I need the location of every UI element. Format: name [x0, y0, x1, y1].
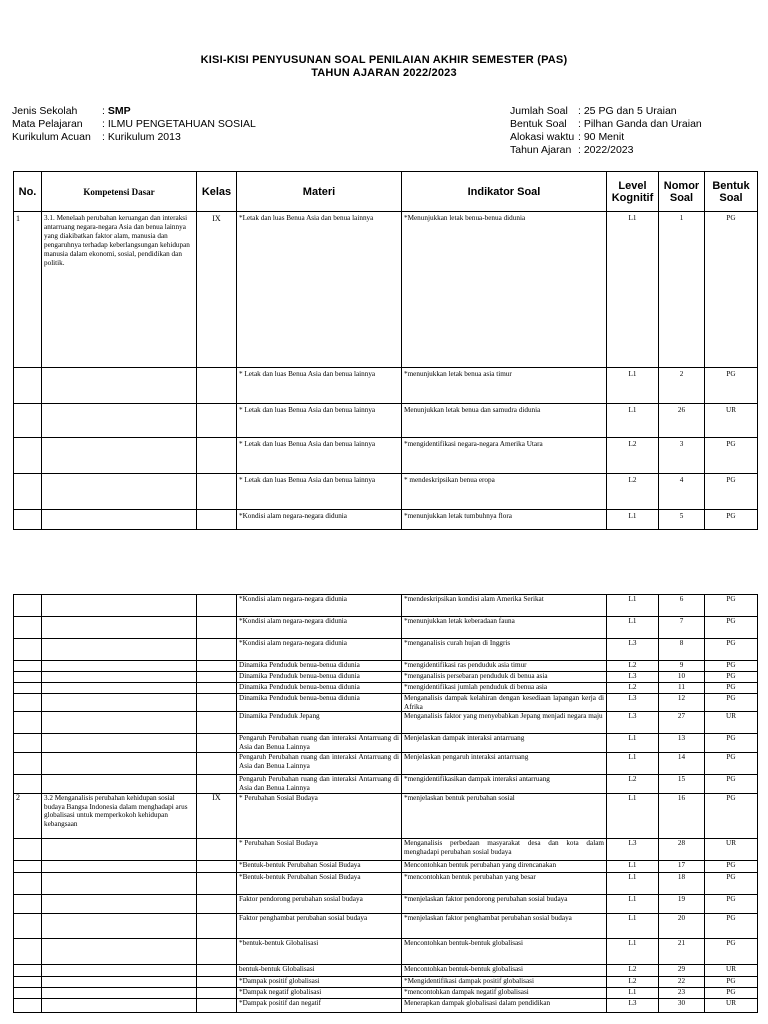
- col-header-materi: Materi: [237, 172, 402, 212]
- cell-level: L1: [607, 914, 659, 939]
- cell-nomor: 10: [659, 672, 705, 683]
- cell-kelas: [197, 683, 237, 694]
- cell-nomor: 15: [659, 775, 705, 794]
- cell-kelas: [197, 939, 237, 965]
- cell-indikator: * mendeskripsikan benua eropa: [402, 474, 607, 510]
- cell-materi: * Letak dan luas Benua Asia dan benua lainnya: [237, 438, 402, 474]
- table-row: [14, 753, 758, 775]
- cell-bentuk: PG: [705, 683, 758, 694]
- cell-level: L1: [607, 404, 659, 438]
- table-row: [14, 368, 758, 404]
- cell-indikator: *menganalisis persebaran penduduk di benua asia: [402, 672, 607, 683]
- cell-indikator: Menjelaskan pengaruh interaksi antarruang: [402, 753, 607, 775]
- kisi-kisi-table-page1: [13, 171, 758, 530]
- table-row: [14, 914, 758, 939]
- cell-materi: * Letak dan luas Benua Asia dan benua lainnya: [237, 404, 402, 438]
- cell-kd: [42, 861, 197, 873]
- cell-materi: * Letak dan luas Benua Asia dan benua lainnya: [237, 368, 402, 404]
- cell-no: [14, 438, 42, 474]
- cell-nomor: 7: [659, 617, 705, 639]
- cell-materi: Dinamika Penduduk benua-benua didunia: [237, 672, 402, 683]
- cell-level: L3: [607, 999, 659, 1013]
- cell-materi: Pengaruh Perubahan ruang dan interaksi Antarruang di Asia dan Benua Lainnya: [237, 734, 402, 753]
- cell-materi: Dinamika Penduduk Jepang: [237, 712, 402, 734]
- table-row: [14, 617, 758, 639]
- cell-kd: [42, 775, 197, 794]
- cell-level: L1: [607, 753, 659, 775]
- cell-no: [14, 474, 42, 510]
- col-header-nomor-soal: Nomor Soal: [659, 172, 705, 212]
- cell-kelas: [197, 639, 237, 661]
- table-row: [14, 895, 758, 914]
- cell-level: L1: [607, 212, 659, 368]
- cell-kd: [42, 595, 197, 617]
- cell-kd: [42, 683, 197, 694]
- cell-indikator: *mencontohkan bentuk perubahan yang besar: [402, 873, 607, 895]
- cell-nomor: 21: [659, 939, 705, 965]
- cell-indikator: *menganalisis curah hujan di Inggris: [402, 639, 607, 661]
- table-row: [14, 639, 758, 661]
- cell-bentuk: PG: [705, 672, 758, 683]
- cell-no: [14, 839, 42, 861]
- cell-indikator: Menganalisis faktor yang menyebabkan Jepang menjadi negara maju: [402, 712, 607, 734]
- cell-kelas: [197, 672, 237, 683]
- cell-no: [14, 712, 42, 734]
- cell-no: [14, 861, 42, 873]
- cell-bentuk: PG: [705, 438, 758, 474]
- cell-no: [14, 672, 42, 683]
- cell-level: L1: [607, 617, 659, 639]
- cell-level: L2: [607, 661, 659, 672]
- info-tahun-ajaran: Tahun Ajaran : 2022/2023: [510, 144, 634, 156]
- cell-bentuk: UR: [705, 839, 758, 861]
- cell-kd: 3.2 Menganalisis perubahan kehidupan sosial budaya Bangsa Indonesia dalam menghadapi arus globalisasi untuk memperkokoh kehidupan kebangsaan: [42, 794, 197, 839]
- table-row: [14, 438, 758, 474]
- cell-materi: *Bentuk-bentuk Perubahan Sosial Budaya: [237, 861, 402, 873]
- cell-kelas: [197, 694, 237, 712]
- table-row: [14, 694, 758, 712]
- cell-indikator: Mencontohkan bentuk-bentuk globalisasi: [402, 939, 607, 965]
- cell-nomor: 30: [659, 999, 705, 1013]
- cell-kelas: IX: [197, 794, 237, 839]
- table-row: [14, 775, 758, 794]
- cell-level: L2: [607, 474, 659, 510]
- cell-kd: [42, 510, 197, 530]
- cell-kd: [42, 617, 197, 639]
- cell-kd: [42, 965, 197, 977]
- table-row: [14, 977, 758, 988]
- table-row: [14, 873, 758, 895]
- cell-bentuk: PG: [705, 977, 758, 988]
- cell-materi: Pengaruh Perubahan ruang dan interaksi Antarruang di Asia dan Benua Lainnya: [237, 753, 402, 775]
- cell-no: [14, 939, 42, 965]
- cell-no: 2: [14, 794, 42, 839]
- cell-kd: [42, 694, 197, 712]
- cell-no: [14, 775, 42, 794]
- cell-kd: [42, 895, 197, 914]
- cell-nomor: 28: [659, 839, 705, 861]
- cell-nomor: 18: [659, 873, 705, 895]
- info-bentuk-soal: Bentuk Soal : Pilhan Ganda dan Uraian: [510, 118, 702, 130]
- col-header-indikator-soal: Indikator Soal: [402, 172, 607, 212]
- cell-indikator: Mencontohkan bentuk perubahan yang direncanakan: [402, 861, 607, 873]
- cell-level: L1: [607, 595, 659, 617]
- info-jenis-sekolah: Jenis Sekolah : SMP: [12, 105, 131, 117]
- info-left: [12, 105, 256, 144]
- cell-kelas: [197, 775, 237, 794]
- col-header-level-kognitif: Level Kognitif: [607, 172, 659, 212]
- cell-materi: *Dampak positif dan negatif: [237, 999, 402, 1013]
- col-header-kompetensi-dasar: Kompetensi Dasar: [42, 172, 197, 212]
- document-title: KISI-KISI PENYUSUNAN SOAL PENILAIAN AKHIR SEMESTER (PAS): [200, 54, 568, 66]
- cell-kelas: [197, 368, 237, 404]
- table-row: [14, 712, 758, 734]
- cell-kd: [42, 368, 197, 404]
- table-row: [14, 839, 758, 861]
- cell-bentuk: UR: [705, 712, 758, 734]
- cell-level: L3: [607, 672, 659, 683]
- cell-kd: [42, 661, 197, 672]
- cell-nomor: 23: [659, 988, 705, 999]
- table-row: [14, 734, 758, 753]
- cell-indikator: *mendeskripsikan kondisi alam Amerika Serikat: [402, 595, 607, 617]
- cell-indikator: *mengidentifikasi jumlah penduduk di benua asia: [402, 683, 607, 694]
- cell-bentuk: UR: [705, 404, 758, 438]
- col-header-bentuk-soal: Bentuk Soal: [705, 172, 758, 212]
- cell-no: [14, 977, 42, 988]
- cell-no: [14, 999, 42, 1013]
- cell-level: L2: [607, 775, 659, 794]
- cell-bentuk: PG: [705, 873, 758, 895]
- table-row: [14, 939, 758, 965]
- cell-no: [14, 914, 42, 939]
- cell-indikator: Menerapkan dampak globalisasi dalam pendidikan: [402, 999, 607, 1013]
- cell-nomor: 13: [659, 734, 705, 753]
- cell-nomor: 20: [659, 914, 705, 939]
- cell-kelas: [197, 404, 237, 438]
- cell-indikator: Mencontohkan bentuk-bentuk globalisasi: [402, 965, 607, 977]
- table-row: [14, 661, 758, 672]
- cell-indikator: *mengidentifikasikan dampak interaksi antarruang: [402, 775, 607, 794]
- cell-materi: *Dampak negatif globalisasi: [237, 988, 402, 999]
- cell-materi: bentuk-bentuk Globalisasi: [237, 965, 402, 977]
- col-header-no: No.: [14, 172, 42, 212]
- cell-level: L2: [607, 683, 659, 694]
- table-row: [14, 965, 758, 977]
- cell-nomor: 2: [659, 368, 705, 404]
- cell-kd: [42, 977, 197, 988]
- cell-kd: [42, 474, 197, 510]
- cell-kelas: [197, 999, 237, 1013]
- table-row: [14, 794, 758, 839]
- cell-level: L1: [607, 734, 659, 753]
- cell-materi: Dinamika Penduduk benua-benua didunia: [237, 661, 402, 672]
- cell-kelas: [197, 753, 237, 775]
- cell-materi: * Perubahan Sosial Budaya: [237, 794, 402, 839]
- cell-kelas: [197, 988, 237, 999]
- cell-indikator: *menjelaskan faktor penghambat perubahan sosial budaya: [402, 914, 607, 939]
- table-row: [14, 672, 758, 683]
- cell-materi: Pengaruh Perubahan ruang dan interaksi Antarruang di Asia dan Benua Lainnya: [237, 775, 402, 794]
- table-row: [14, 683, 758, 694]
- cell-materi: * Letak dan luas Benua Asia dan benua lainnya: [237, 474, 402, 510]
- cell-indikator: *menunjukkan letak benua asia timur: [402, 368, 607, 404]
- cell-indikator: *mengidentifikasi negara-negara Amerika Utara: [402, 438, 607, 474]
- cell-bentuk: PG: [705, 595, 758, 617]
- cell-kelas: [197, 438, 237, 474]
- cell-materi: *Kondisi alam negara-negara didunia: [237, 617, 402, 639]
- cell-kd: [42, 988, 197, 999]
- table-row: [14, 510, 758, 530]
- cell-bentuk: PG: [705, 694, 758, 712]
- cell-materi: * Perubahan Sosial Budaya: [237, 839, 402, 861]
- cell-no: [14, 965, 42, 977]
- cell-bentuk: PG: [705, 734, 758, 753]
- cell-materi: *Kondisi alam negara-negara didunia: [237, 595, 402, 617]
- cell-bentuk: UR: [705, 965, 758, 977]
- info-mata-pelajaran: Mata Pelajaran : ILMU PENGETAHUAN SOSIAL: [12, 118, 256, 130]
- cell-kelas: [197, 510, 237, 530]
- cell-nomor: 9: [659, 661, 705, 672]
- cell-kelas: [197, 977, 237, 988]
- cell-level: L1: [607, 368, 659, 404]
- cell-no: [14, 617, 42, 639]
- kisi-kisi-table-page2: [13, 594, 758, 1013]
- cell-kd: [42, 639, 197, 661]
- cell-level: L1: [607, 895, 659, 914]
- cell-indikator: *Mengidentifikasi dampak positif globalisasi: [402, 977, 607, 988]
- table-row: [14, 474, 758, 510]
- cell-bentuk: UR: [705, 999, 758, 1013]
- cell-bentuk: PG: [705, 775, 758, 794]
- table-row: [14, 404, 758, 438]
- cell-bentuk: PG: [705, 895, 758, 914]
- cell-level: L2: [607, 438, 659, 474]
- cell-no: [14, 694, 42, 712]
- cell-bentuk: PG: [705, 861, 758, 873]
- cell-indikator: *menunjukkan letak keberadaan fauna: [402, 617, 607, 639]
- cell-no: [14, 595, 42, 617]
- cell-bentuk: PG: [705, 617, 758, 639]
- cell-bentuk: PG: [705, 939, 758, 965]
- table-row: [14, 988, 758, 999]
- cell-level: L3: [607, 694, 659, 712]
- cell-no: [14, 661, 42, 672]
- cell-indikator: *mencontohkan dampak negatif globalisasi: [402, 988, 607, 999]
- cell-no: [14, 873, 42, 895]
- cell-bentuk: PG: [705, 639, 758, 661]
- cell-indikator: *menjelaskan faktor pendorong perubahan sosial budaya: [402, 895, 607, 914]
- cell-no: [14, 895, 42, 914]
- cell-no: 1: [14, 212, 42, 368]
- cell-bentuk: PG: [705, 368, 758, 404]
- cell-bentuk: PG: [705, 914, 758, 939]
- table-row: [14, 999, 758, 1013]
- cell-kelas: [197, 839, 237, 861]
- cell-nomor: 29: [659, 965, 705, 977]
- cell-indikator: *menjelaskan bentuk perubahan sosial: [402, 794, 607, 839]
- cell-nomor: 26: [659, 404, 705, 438]
- cell-no: [14, 368, 42, 404]
- cell-nomor: 17: [659, 861, 705, 873]
- cell-kd: [42, 734, 197, 753]
- cell-nomor: 6: [659, 595, 705, 617]
- cell-bentuk: PG: [705, 988, 758, 999]
- cell-level: L2: [607, 977, 659, 988]
- cell-kelas: [197, 873, 237, 895]
- cell-indikator: *Menunjukkan letak benua-benua didunia: [402, 212, 607, 368]
- cell-no: [14, 753, 42, 775]
- table-row: [14, 595, 758, 617]
- cell-materi: *Bentuk-bentuk Perubahan Sosial Budaya: [237, 873, 402, 895]
- cell-kelas: [197, 914, 237, 939]
- cell-nomor: 5: [659, 510, 705, 530]
- cell-materi: *Kondisi alam negara-negara didunia: [237, 510, 402, 530]
- cell-no: [14, 639, 42, 661]
- info-alokasi-waktu: Alokasi waktu : 90 Menit: [510, 131, 625, 143]
- cell-kd: [42, 914, 197, 939]
- table-row: [14, 861, 758, 873]
- cell-indikator: Menganalisis perbedaan masyarakat desa dan kota dalam menghadapi perubahan sosial budaya: [402, 839, 607, 861]
- info-jumlah-soal: Jumlah Soal : 25 PG dan 5 Uraian: [510, 105, 677, 117]
- cell-kd: [42, 712, 197, 734]
- cell-kelas: [197, 595, 237, 617]
- cell-level: L3: [607, 712, 659, 734]
- info-kurikulum: Kurikulum Acuan : Kurikulum 2013: [12, 131, 181, 143]
- cell-bentuk: PG: [705, 510, 758, 530]
- cell-kelas: [197, 965, 237, 977]
- cell-level: L1: [607, 988, 659, 999]
- cell-bentuk: PG: [705, 474, 758, 510]
- cell-kelas: [197, 661, 237, 672]
- document-subtitle: TAHUN AJARAN 2022/2023: [311, 67, 457, 79]
- cell-kd: [42, 839, 197, 861]
- cell-kd: [42, 873, 197, 895]
- cell-materi: Dinamika Penduduk benua-benua didunia: [237, 694, 402, 712]
- cell-nomor: 12: [659, 694, 705, 712]
- cell-indikator: *menunjukkan letak tumbuhnya flora: [402, 510, 607, 530]
- cell-nomor: 4: [659, 474, 705, 510]
- cell-materi: *Letak dan luas Benua Asia dan benua lainnya: [237, 212, 402, 368]
- cell-nomor: 1: [659, 212, 705, 368]
- cell-no: [14, 404, 42, 438]
- cell-kd: [42, 999, 197, 1013]
- cell-kelas: IX: [197, 212, 237, 368]
- cell-no: [14, 683, 42, 694]
- cell-level: L1: [607, 873, 659, 895]
- cell-nomor: 16: [659, 794, 705, 839]
- cell-nomor: 19: [659, 895, 705, 914]
- cell-materi: Dinamika Penduduk benua-benua didunia: [237, 683, 402, 694]
- cell-nomor: 3: [659, 438, 705, 474]
- cell-kd: [42, 438, 197, 474]
- cell-materi: *bentuk-bentuk Globalisasi: [237, 939, 402, 965]
- cell-no: [14, 510, 42, 530]
- cell-level: L2: [607, 965, 659, 977]
- cell-kelas: [197, 617, 237, 639]
- cell-materi: Faktor pendorong perubahan sosial budaya: [237, 895, 402, 914]
- cell-indikator: Menunjukkan letak benua dan samudra didunia: [402, 404, 607, 438]
- cell-kd: [42, 404, 197, 438]
- cell-kelas: [197, 861, 237, 873]
- cell-nomor: 22: [659, 977, 705, 988]
- cell-kd: [42, 753, 197, 775]
- cell-level: L1: [607, 510, 659, 530]
- cell-level: L3: [607, 839, 659, 861]
- cell-materi: *Kondisi alam negara-negara didunia: [237, 639, 402, 661]
- cell-kd: 3.1. Menelaah perubahan keruangan dan interaksi antarruang negara-negara Asia dan benua lainnya yang diakibatkan faktor alam, manusia dan pengaruhnya terhadap keberlangsungan kehidupan manusia dalam ekonomi, sosial, pendidikan dan politik.: [42, 212, 197, 368]
- cell-kelas: [197, 474, 237, 510]
- cell-level: L1: [607, 939, 659, 965]
- col-header-kelas: Kelas: [197, 172, 237, 212]
- cell-kelas: [197, 712, 237, 734]
- cell-no: [14, 734, 42, 753]
- cell-no: [14, 988, 42, 999]
- cell-level: L1: [607, 861, 659, 873]
- cell-level: L3: [607, 639, 659, 661]
- cell-kelas: [197, 734, 237, 753]
- table-row: [14, 212, 758, 368]
- cell-indikator: Menjelaskan dampak interaksi antarruang: [402, 734, 607, 753]
- cell-bentuk: PG: [705, 661, 758, 672]
- cell-kd: [42, 939, 197, 965]
- cell-kd: [42, 672, 197, 683]
- cell-indikator: Menganalisis dampak kelahiran dengan kesediaan lapangan kerja di Afrika: [402, 694, 607, 712]
- cell-nomor: 27: [659, 712, 705, 734]
- info-right: [510, 105, 702, 157]
- cell-nomor: 14: [659, 753, 705, 775]
- cell-bentuk: PG: [705, 753, 758, 775]
- cell-kelas: [197, 895, 237, 914]
- cell-indikator: *mengidentifikasi ras penduduk asia timur: [402, 661, 607, 672]
- cell-materi: *Dampak positif globalisasi: [237, 977, 402, 988]
- cell-level: L1: [607, 794, 659, 839]
- cell-bentuk: PG: [705, 212, 758, 368]
- cell-materi: Faktor penghambat perubahan sosial budaya: [237, 914, 402, 939]
- table-header-row: [14, 172, 758, 212]
- cell-bentuk: PG: [705, 794, 758, 839]
- cell-nomor: 8: [659, 639, 705, 661]
- cell-nomor: 11: [659, 683, 705, 694]
